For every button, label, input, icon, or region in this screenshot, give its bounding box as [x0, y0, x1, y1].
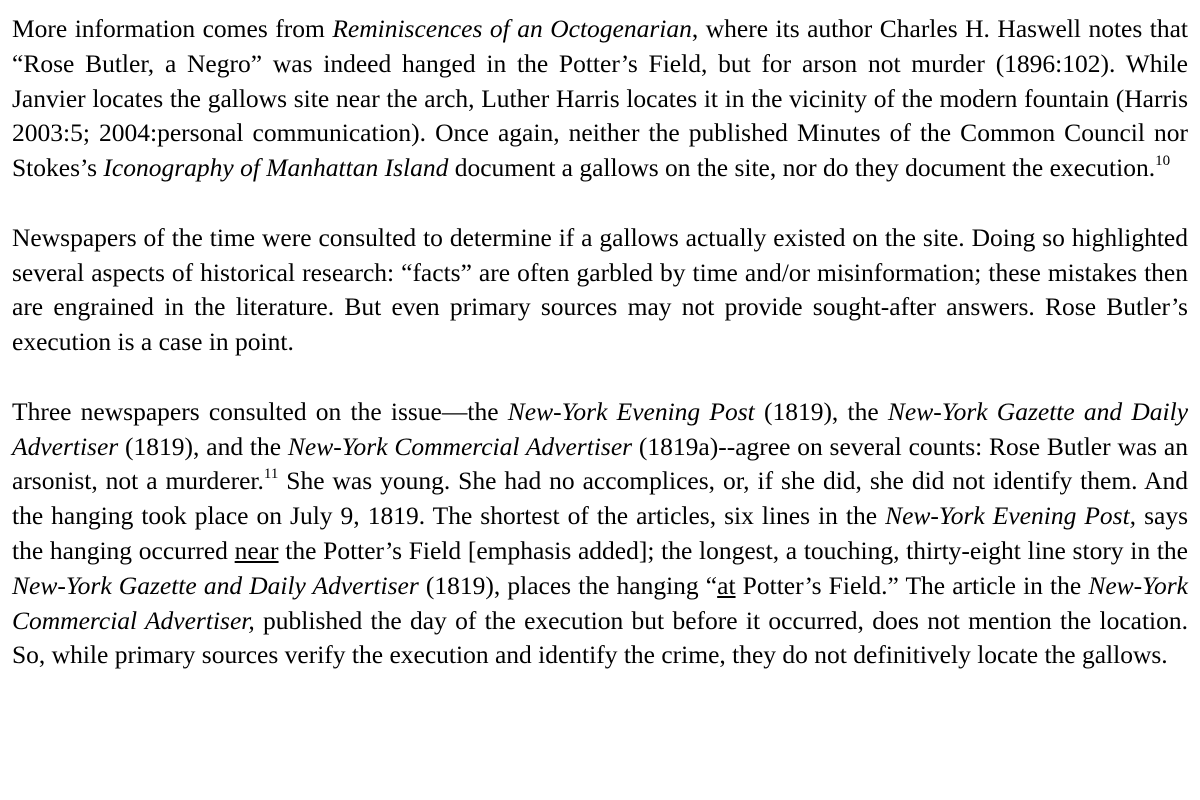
- text-run: , where its author Charles H. Haswell notes that “Rose Butler, a Negro” was indeed hanged in the Potter’s Field, but for arson not murder (1896:102). While Janvier locates the gallows site near the arch, Luther Harris locates it in the vicinity of the modern fountain (Harris 2003:5; 2004:personal communication). Once again, neither the published Minutes of the Common Council nor Stokes’s: [12, 14, 1189, 183]
- newspaper-title: New-York Gazette and Daily Advertiser: [12, 570, 419, 600]
- text-run: published the day of the execution but before it occurred, does not mention the location. So, while primary sources verify the execution and identify the crime, they do not definitively locate the gallows.: [12, 605, 1189, 670]
- text-run: Potter’s Field.” The article in the: [735, 570, 1089, 600]
- text-run: document a gallows on the site, nor do they document the execution.: [448, 153, 1156, 183]
- book-title: Reminiscences of an Octogenarian: [332, 14, 692, 43]
- emphasis-underline: near: [234, 535, 279, 565]
- paragraph-3: [12, 395, 1188, 673]
- paragraph-2: [12, 221, 1188, 360]
- text-run: More information comes from: [12, 14, 333, 43]
- text-run: Newspapers of the time were consulted to determine if a gallows actually existed on the site. Doing so highlighted several aspects of historical research: “facts” are often garbled by time and/or misinformation; these mistakes then are engrained in the literature. But even primary sources may not provide sought-after answers. Rose Butler’s execution is a case in point.: [12, 222, 1188, 357]
- text-run: (1819), and the: [118, 431, 288, 461]
- text-run: (1819), places the hanging “: [418, 570, 718, 600]
- newspaper-title: New-York Commercial Advertiser,: [12, 570, 1189, 635]
- newspaper-title: New-York Commercial Advertiser: [287, 431, 633, 461]
- footnote-marker: 11: [263, 465, 279, 482]
- text-run: (1819), the: [754, 396, 888, 426]
- emphasis-underline: at: [717, 570, 736, 600]
- text-run: the Potter’s Field [emphasis added]; the longest, a touching, thirty-eight line story in the: [278, 535, 1188, 565]
- text-run: She was young. She had no accomplices, or, if she did, she did not identify them. And the hanging took place on July 9, 1819. The shortest of the articles, six lines in the: [12, 466, 1188, 531]
- paragraph-1: [12, 12, 1188, 186]
- newspaper-title: New-York Evening Post: [507, 396, 755, 426]
- document-page: [12, 12, 1188, 708]
- text-run: Three newspapers consulted on the issue—the: [12, 396, 508, 426]
- book-title: Iconography of Manhattan Island: [103, 153, 449, 183]
- text-run: (1819a)--agree on several counts: Rose Butler was an arsonist, not a murderer.: [12, 431, 1188, 496]
- newspaper-title: New-York Gazette and Daily Advertiser: [12, 396, 1189, 461]
- newspaper-title: New-York Evening Post,: [885, 501, 1137, 531]
- text-run: says the hanging occurred: [12, 501, 1188, 565]
- footnote-marker: 10: [1155, 152, 1171, 169]
